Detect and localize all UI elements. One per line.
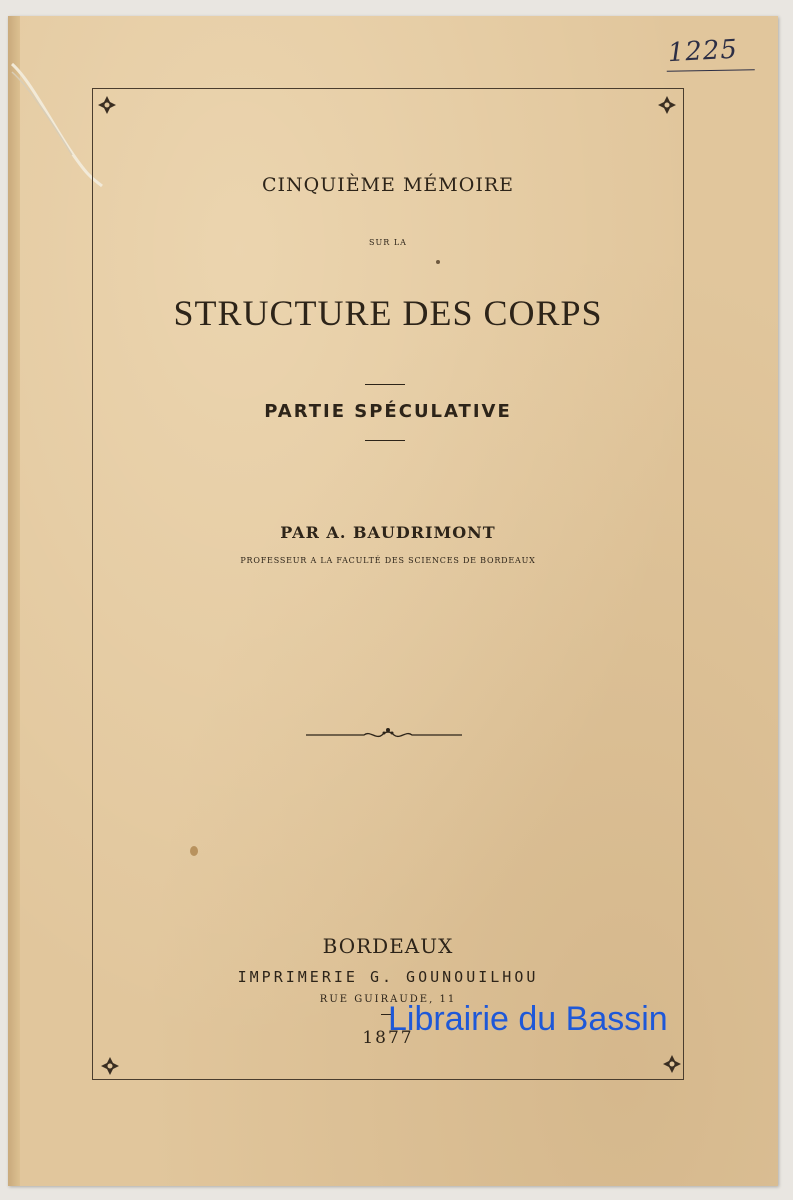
watermark-text: Librairie du Bassin [388,1000,668,1038]
author-title: PROFESSEUR A LA FACULTÉ DES SCIENCES DE BORDEAUX [240,556,536,565]
subtitle: PARTIE SPÉCULATIVE [264,401,512,422]
corner-ornament-bottom-right-icon [661,1053,683,1075]
publication-city: BORDEAUX [322,934,454,958]
author-name: PAR A. BAUDRIMONT [280,523,496,542]
title-line-2: SUR LA [369,238,407,247]
corner-ornament-top-right-icon [656,94,678,116]
divider-rule-bottom [365,440,405,441]
corner-ornament-bottom-left-icon [99,1055,121,1077]
printer-address: RUE GUIRAUDE, 11 [319,994,457,1005]
printer-name: IMPRIMERIE G. GOUNOUILHOU [237,968,539,986]
ink-speck [436,260,440,264]
flourish-ornament-icon [304,724,464,746]
foxing-spot [190,846,198,856]
main-title: STRUCTURE DES CORPS [173,293,603,333]
divider-rule-top [365,384,405,385]
title-line-1: CINQUIÈME MÉMOIRE [261,174,515,196]
publication-year: 1877 [362,1028,414,1048]
corner-ornament-top-left-icon [96,94,118,116]
handwritten-catalog-number: 1225 [667,34,753,78]
cover-border-frame [92,88,684,1080]
book-spine [8,16,20,1186]
